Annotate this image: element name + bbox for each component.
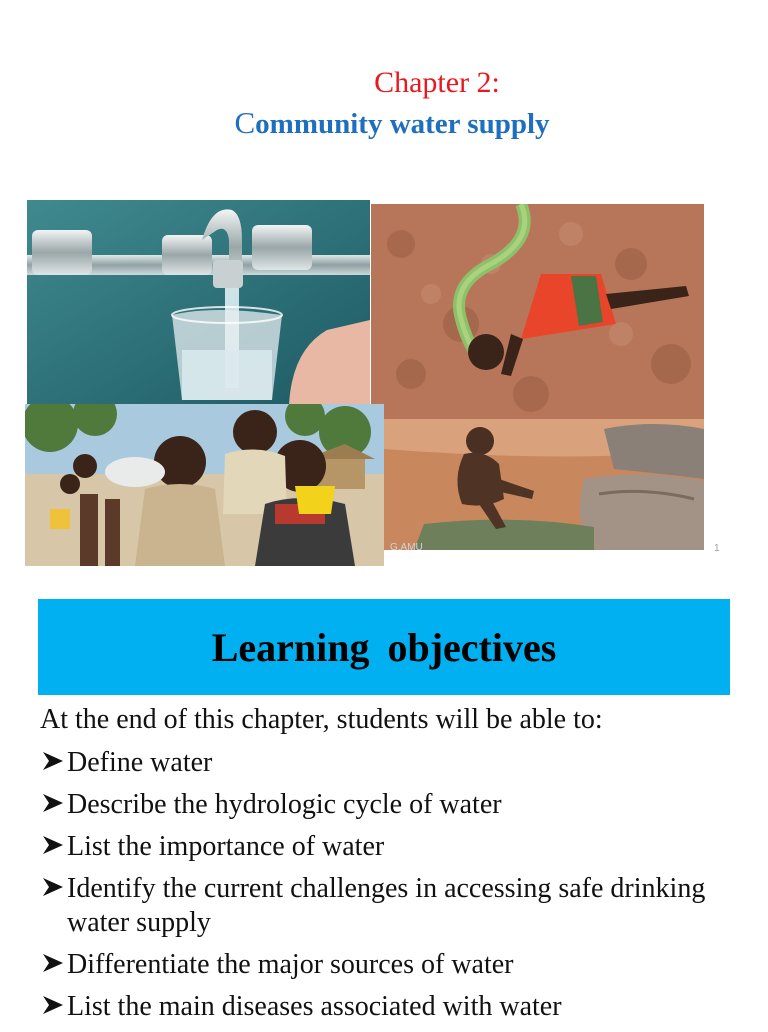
child-drinking-from-puddle-photo: [371, 204, 704, 419]
list-item: Define water: [40, 746, 740, 780]
chapter-title: [0, 105, 768, 141]
list-item: List the importance of water: [40, 830, 740, 864]
list-item: Differentiate the major sources of water: [40, 948, 740, 982]
list-item: Identify the current challenges in accessing safe drinking water supply: [40, 872, 740, 940]
child-at-rock-pool-photo: [384, 419, 704, 550]
list-item: Describe the hydrologic cycle of water: [40, 788, 740, 822]
slide-number: 1: [714, 543, 720, 554]
arrow-bullet-icon: [42, 750, 64, 772]
arrow-bullet-icon: [42, 792, 64, 814]
arrow-bullet-icon: [42, 834, 64, 856]
list-item: List the main diseases associated with water: [40, 990, 740, 1024]
arrow-bullet-icon: [42, 952, 64, 974]
slide-footer: G.AMU: [390, 542, 423, 553]
arrow-bullet-icon: [42, 876, 64, 898]
faucet-glass-photo: [27, 200, 370, 405]
banner-title: Learning objectives: [211, 624, 557, 670]
chapter-title-initial: C: [234, 105, 256, 140]
objectives-intro: At the end of this chapter, students will be able to:: [40, 704, 603, 735]
chapter-title-rest: ommunity water supply: [255, 108, 550, 140]
children-drinking-cups-photo: [25, 404, 384, 566]
objectives-banner: [38, 599, 730, 695]
arrow-bullet-icon: [42, 994, 64, 1016]
objectives-slide: [0, 580, 768, 1024]
chapter-label: Chapter 2:: [374, 66, 500, 99]
objectives-list: [40, 746, 740, 1032]
